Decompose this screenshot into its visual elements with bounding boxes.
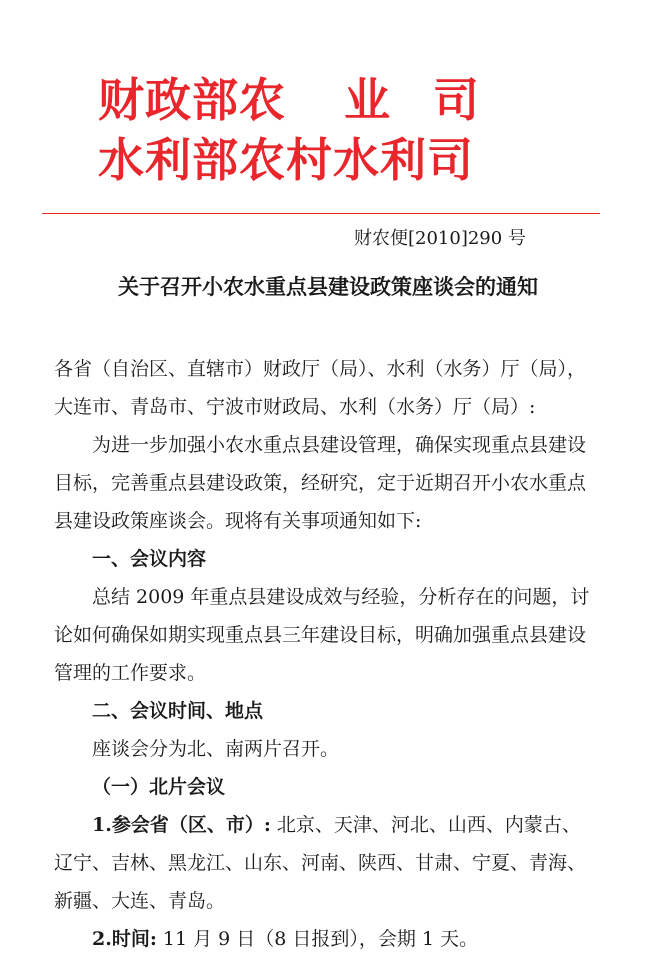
- section-2-body: 座谈会分为北、南两片召开。: [92, 738, 340, 760]
- addressees: 各省（自治区、直辖市）财政厅（局）、水利（水务）厅（局），大连市、青岛市、宁波市财政局、水利（水务）厅（局）:: [54, 358, 587, 418]
- north-participants-label: 1.参会省（区、市）:: [92, 814, 271, 836]
- subsection-north-heading: （一）北片会议: [92, 776, 226, 798]
- issuer-header-line-1: [98, 72, 548, 128]
- section-2-heading: 二、会议时间、地点: [92, 700, 264, 722]
- document-number: 财农便[2010]290 号: [354, 228, 526, 249]
- header-part-3: 司: [433, 73, 480, 127]
- north-time-item: [54, 920, 594, 958]
- header-divider: [42, 213, 600, 214]
- document-title: 关于召开小农水重点县建设政策座谈会的通知: [118, 274, 538, 299]
- north-time-value: 11 月 9 日（8 日报到），会期 1 天。: [156, 928, 479, 950]
- section-1-heading: 一、会议内容: [92, 548, 207, 570]
- intro-paragraph: 为进一步加强小农水重点县建设管理，确保实现重点县建设目标，完善重点县建设政策，经研究，定于近期召开小农水重点县建设政策座谈会。现将有关事项通知如下:: [54, 434, 587, 532]
- north-participants-list: 北京、天津、河北、山西、内蒙古、辽宁、吉林、黑龙江、山东、河南、陕西、甘肃、宁夏、青海、新疆、大连、青岛。: [54, 814, 587, 912]
- header-part-1: 财政部农: [98, 73, 286, 127]
- north-participants-item: [54, 806, 594, 920]
- header-part-2: 业: [344, 73, 391, 127]
- issuer-header-line-2: 水利部农村水利司: [98, 133, 474, 187]
- north-time-label: 2.时间:: [92, 928, 157, 950]
- section-1-body: 总结 2009 年重点县建设成效与经验，分析存在的问题，讨论如何确保如期实现重点县三年建设目标，明确加强重点县建设管理的工作要求。: [54, 586, 590, 684]
